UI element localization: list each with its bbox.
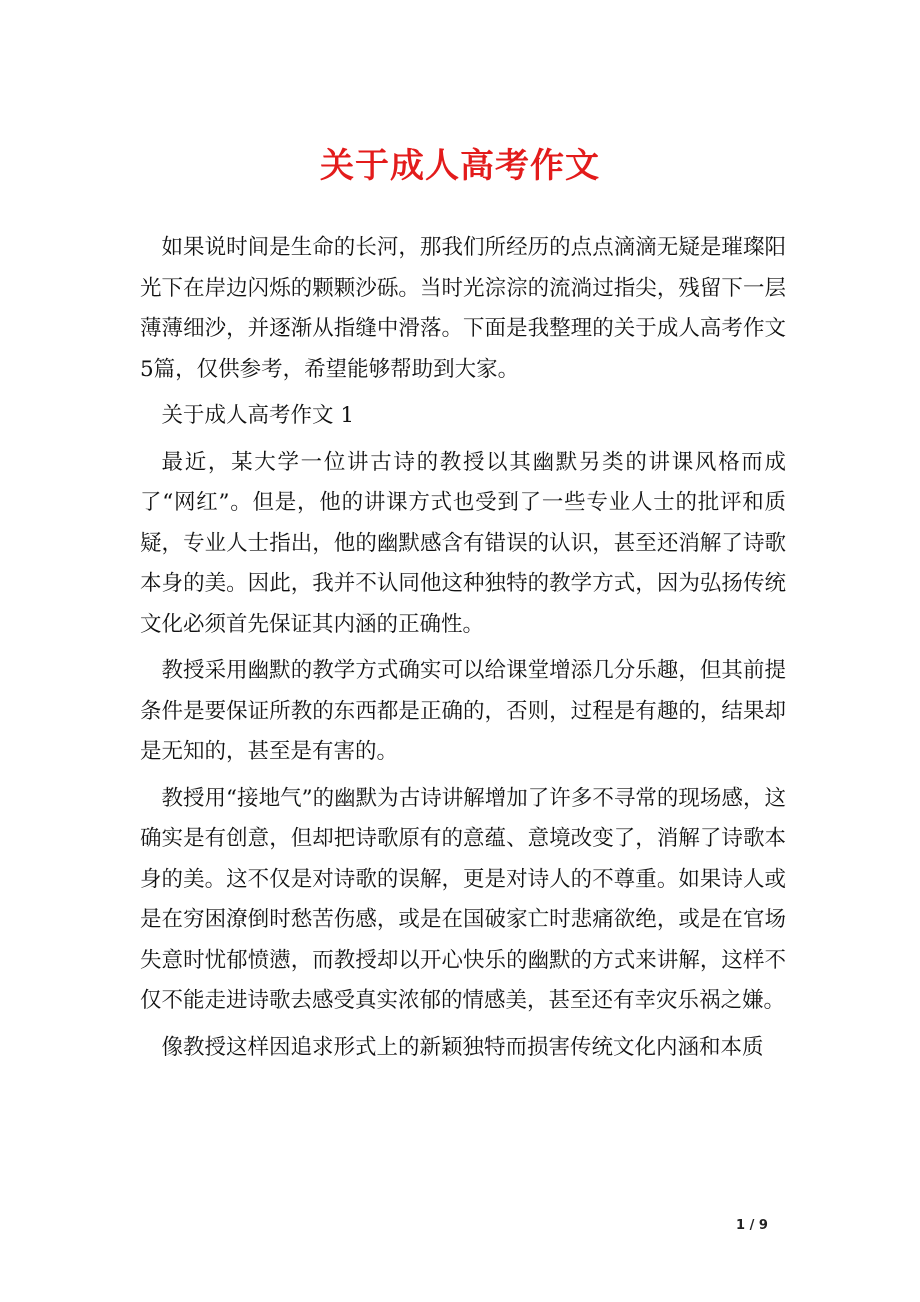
body-paragraph: 像教授这样因追求形式上的新颖独特而损害传统文化内涵和本质 [161, 1034, 764, 1060]
document-title: 关于成人高考作文 [320, 146, 600, 186]
section-heading: 关于成人高考作文 1 [161, 403, 355, 428]
body-paragraph: 最近，某大学一位讲古诗的教授以其幽默另类的讲课风格而成了“网红”。但是，他的讲课方式也受到了一些专业人士的批评和质疑，专业人士指出，他的幽默感含有错误的认识，甚至还消解了诗歌本身的美。因此，我并不认同他这种独特的教学方式，因为弘扬传统文化必须首先保证其内涵的正确性。 [140, 449, 786, 637]
page-number: 1 / 9 [736, 1218, 768, 1233]
document-body [140, 228, 786, 1074]
intro-paragraph: 如果说时间是生命的长河，那我们所经历的点点滴滴无疑是璀璨阳光下在岸边闪烁的颗颗沙砾。当时光淙淙的流淌过指尖，残留下一层薄薄细沙，并逐渐从指缝中滑落。下面是我整理的关于成人高考作文5篇，仅供参考，希望能够帮助到大家。 [140, 235, 786, 382]
body-paragraph: 教授采用幽默的教学方式确实可以给课堂增添几分乐趣，但其前提条件是要保证所教的东西都是正确的，否则，过程是有趣的，结果却是无知的，甚至是有害的。 [140, 658, 786, 764]
body-paragraph: 教授用“接地气”的幽默为古诗讲解增加了许多不寻常的现场感，这确实是有创意，但却把诗歌原有的意蕴、意境改变了，消解了诗歌本身的美。这不仅是对诗歌的误解，更是对诗人的不尊重。如果诗人或是在穷困潦倒时愁苦伤感，或是在国破家亡时悲痛欲绝，或是在官场失意时忧郁愤懑，而教授却以开心快乐的幽默的方式来讲解，这样不仅不能走进诗歌去感受真实浓郁的情感美，甚至还有幸灾乐祸之嫌。 [140, 785, 786, 1013]
